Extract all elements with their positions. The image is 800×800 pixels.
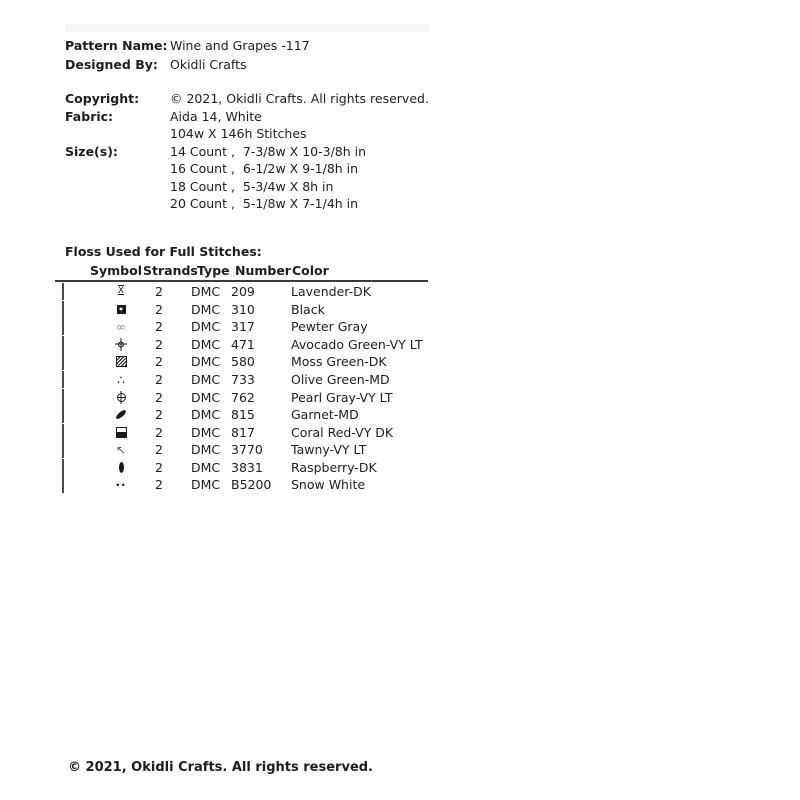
- stitch-symbol-icon: [113, 338, 129, 351]
- floss-number: 580: [231, 354, 255, 370]
- floss-color-name: Pearl Gray-VY LT: [291, 389, 393, 405]
- color-swatch: [62, 389, 64, 406]
- floss-color-name: Garnet-MD: [291, 407, 359, 423]
- detail-row: [65, 91, 429, 109]
- floss-strands: 2: [155, 336, 163, 352]
- floss-type: DMC: [191, 389, 221, 405]
- floss-type: DMC: [191, 424, 221, 440]
- floss-strands: 2: [155, 407, 163, 423]
- floss-table-row: [55, 388, 475, 406]
- detail-value: 18 Count , 5-3/4w X 8h in: [170, 178, 334, 194]
- column-header-color: Color: [292, 263, 329, 278]
- color-swatch: [62, 353, 64, 370]
- detail-row: [65, 196, 429, 214]
- floss-table-row: [55, 336, 475, 354]
- detail-row: [65, 109, 429, 127]
- floss-strands: 2: [155, 424, 163, 440]
- floss-table-row: [55, 283, 475, 301]
- floss-type: DMC: [191, 319, 221, 335]
- floss-number: 762: [231, 389, 255, 405]
- detail-row: [65, 161, 429, 179]
- floss-type: DMC: [191, 407, 221, 423]
- info-label: Pattern Name:: [65, 38, 168, 53]
- floss-type: DMC: [191, 459, 221, 475]
- copyright-footer: © 2021, Okidli Crafts. All rights reserved.: [68, 760, 373, 775]
- floss-table-row: [55, 371, 475, 389]
- detail-value: 16 Count , 6-1/2w X 9-1/8h in: [170, 161, 359, 176]
- floss-swatch-cell: [55, 284, 103, 299]
- stitch-symbol-icon: [113, 426, 129, 439]
- color-swatch: [62, 336, 64, 353]
- floss-table-row: [55, 353, 475, 371]
- floss-swatch-cell: [55, 460, 103, 475]
- column-header-symbol: Symbol: [90, 263, 142, 278]
- color-swatch: [62, 459, 64, 476]
- floss-swatch-cell: [55, 337, 103, 352]
- stitch-symbol-icon: [113, 391, 129, 404]
- floss-number: 733: [231, 372, 255, 387]
- floss-type: DMC: [191, 442, 221, 458]
- pattern-header-block: [65, 38, 310, 76]
- detail-label: Copyright:: [65, 91, 140, 106]
- floss-type: DMC: [191, 477, 221, 493]
- floss-swatch-cell: [55, 319, 103, 334]
- floss-number: 817: [231, 424, 255, 440]
- floss-strands: 2: [155, 319, 163, 335]
- floss-number: 3831: [231, 459, 263, 475]
- floss-number: 815: [231, 407, 255, 423]
- faded-print-artifact: [65, 24, 430, 32]
- floss-type: DMC: [191, 301, 221, 317]
- floss-strands: 2: [155, 389, 163, 405]
- floss-swatch-cell: [55, 372, 103, 387]
- detail-value: 20 Count , 5-1/8w X 7-1/4h in: [170, 196, 359, 211]
- floss-table-title: Floss Used for Full Stitches:: [65, 244, 262, 259]
- floss-swatch-cell: [55, 407, 103, 422]
- floss-type: DMC: [191, 354, 221, 370]
- stitch-symbol-icon: ··: [115, 477, 127, 492]
- floss-color-name: Raspberry-DK: [291, 459, 377, 475]
- floss-strands: 2: [155, 301, 163, 317]
- stitch-symbol-icon: [113, 355, 129, 368]
- floss-type: DMC: [191, 372, 221, 387]
- floss-swatch-cell: [55, 442, 103, 457]
- floss-strands: 2: [155, 459, 163, 475]
- detail-value: © 2021, Okidli Crafts. All rights reserved.: [170, 91, 429, 106]
- detail-row: [65, 126, 429, 144]
- floss-table-body: [55, 283, 475, 494]
- floss-table-header: [55, 263, 428, 279]
- detail-label: Fabric:: [65, 108, 114, 124]
- floss-swatch-cell: [55, 477, 103, 492]
- pattern-details-block: [65, 91, 429, 214]
- detail-row: [65, 144, 429, 162]
- floss-type: DMC: [191, 284, 221, 300]
- info-label: Designed By:: [65, 57, 158, 72]
- floss-color-name: Pewter Gray: [291, 319, 368, 335]
- floss-color-name: Avocado Green-VY LT: [291, 336, 423, 352]
- color-swatch: [62, 371, 64, 388]
- color-swatch: [62, 424, 64, 441]
- floss-swatch-cell: [55, 302, 103, 317]
- floss-strands: 2: [155, 477, 163, 493]
- floss-swatch-cell: [55, 425, 103, 440]
- detail-value: 14 Count , 7-3/8w X 10-3/8h in: [170, 143, 367, 159]
- info-row: [65, 57, 310, 76]
- floss-table-row: [55, 458, 475, 476]
- floss-swatch-cell: [55, 390, 103, 405]
- stitch-symbol-icon: X: [117, 286, 125, 297]
- floss-strands: 2: [155, 442, 163, 458]
- color-swatch: [62, 476, 64, 493]
- color-swatch: [62, 283, 64, 300]
- header-divider-line: [55, 280, 428, 282]
- info-value: Okidli Crafts: [170, 57, 247, 72]
- floss-color-name: Olive Green-MD: [291, 372, 390, 387]
- floss-swatch-cell: [55, 354, 103, 369]
- floss-color-name: Snow White: [291, 477, 366, 493]
- floss-number: B5200: [231, 477, 272, 493]
- detail-label: Size(s):: [65, 143, 118, 159]
- floss-number: 209: [231, 284, 255, 300]
- color-swatch: [62, 406, 64, 423]
- floss-color-name: Coral Red-VY DK: [291, 424, 394, 440]
- floss-number: 317: [231, 319, 255, 335]
- stitch-symbol-icon: [113, 461, 129, 474]
- info-row: [65, 38, 310, 57]
- floss-strands: 2: [155, 372, 163, 387]
- stitch-symbol-icon: [113, 408, 129, 421]
- floss-color-name: Black: [291, 301, 325, 317]
- floss-strands: 2: [155, 284, 163, 300]
- floss-table-row: [55, 423, 475, 441]
- floss-color-name: Moss Green-DK: [291, 354, 387, 370]
- floss-table-row: [55, 476, 475, 494]
- column-header-type: Type: [197, 263, 230, 278]
- column-header-number: Number: [235, 263, 291, 278]
- detail-value: Aida 14, White: [170, 108, 262, 124]
- info-value: Wine and Grapes -117: [170, 38, 310, 53]
- detail-row: [65, 179, 429, 197]
- color-swatch: [62, 318, 64, 335]
- floss-color-name: Lavender-DK: [291, 284, 371, 300]
- floss-table-row: [55, 301, 475, 319]
- color-swatch: [62, 441, 64, 458]
- floss-number: 310: [231, 301, 255, 317]
- floss-table-row: [55, 406, 475, 424]
- floss-number: 471: [231, 336, 255, 352]
- stitch-symbol-icon: ↖: [115, 442, 127, 457]
- column-header-strands: Strands: [143, 263, 198, 278]
- floss-table-row: [55, 441, 475, 459]
- floss-color-name: Tawny-VY LT: [291, 442, 367, 458]
- floss-table-row: [55, 318, 475, 336]
- floss-strands: 2: [155, 354, 163, 370]
- stitch-symbol-icon: [113, 303, 129, 316]
- stitch-symbol-icon: ∞: [116, 319, 126, 334]
- color-swatch: [62, 301, 64, 318]
- detail-value: 104w X 146h Stitches: [170, 126, 307, 141]
- stitch-symbol-icon: ∴: [117, 372, 125, 387]
- floss-number: 3770: [231, 442, 263, 458]
- floss-type: DMC: [191, 336, 221, 352]
